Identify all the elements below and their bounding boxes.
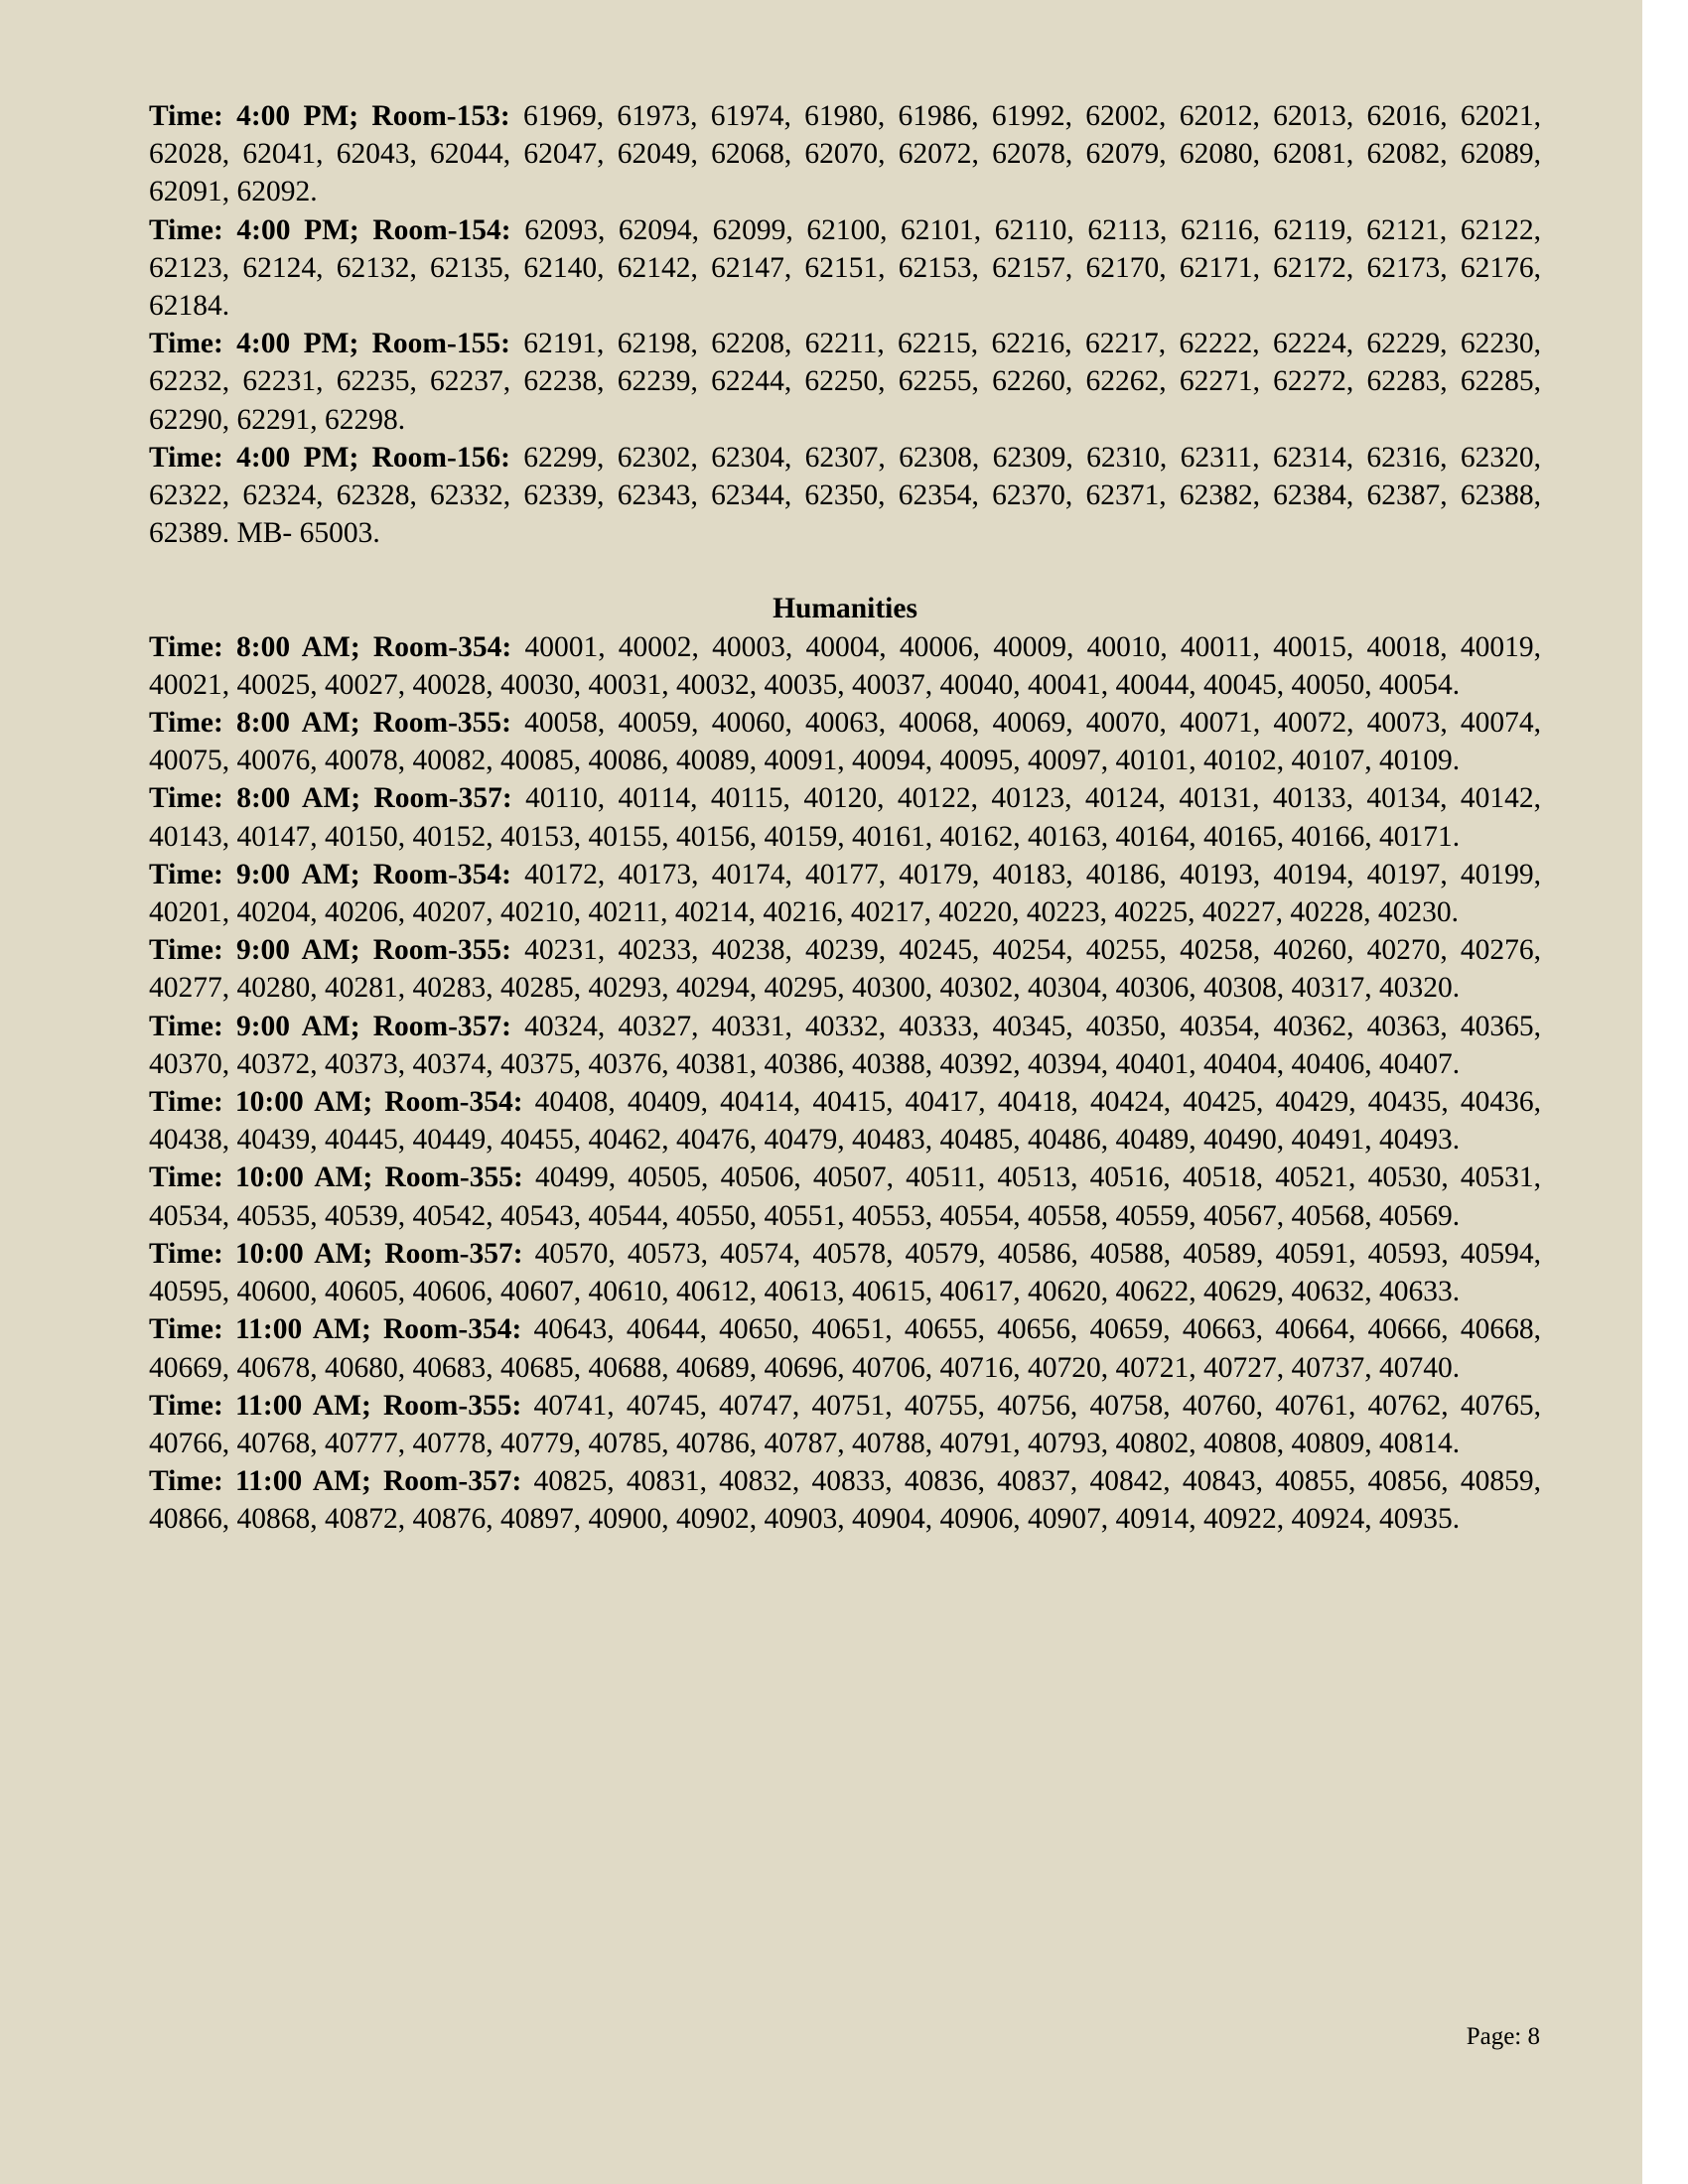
roll-numbers: 62299, 62302, 62304, 62307, 62308, 62309, 62310, 62311, 62314, 62316, 62320, 62322, 62324, 62328, 62332, 62339, 62343, 62344, 62350, 62354, 62370, 62371, 62382, 62384, 62387, 62388, 62389. MB- 65003. — [149, 441, 1542, 550]
room-entry — [149, 704, 1541, 779]
section-gap — [149, 552, 1541, 590]
room-entry — [149, 325, 1541, 439]
roll-numbers: 40741, 40745, 40747, 40751, 40755, 40756, 40758, 40760, 40761, 40762, 40765, 40766, 40768, 40777, 40778, 40779, 40785, 40786, 40787, 40788, 40791, 40793, 40802, 40808, 40809, 40814. — [149, 1389, 1541, 1459]
room-entry — [149, 97, 1541, 211]
section-science-continued — [149, 97, 1541, 552]
entry-label: Time: 9:00 AM; Room-357: — [149, 1010, 511, 1042]
room-entry — [149, 1159, 1541, 1234]
room-entry — [149, 211, 1541, 326]
room-entry — [149, 439, 1541, 553]
room-entry — [149, 1462, 1541, 1538]
roll-numbers: 40172, 40173, 40174, 40177, 40179, 40183, 40186, 40193, 40194, 40197, 40199, 40201, 40204, 40206, 40207, 40210, 40211, 40214, 40216, 40217, 40220, 40223, 40225, 40227, 40228, 40230. — [149, 858, 1542, 929]
entry-label: Time: 4:00 PM; Room-153: — [149, 100, 510, 132]
roll-numbers: 40324, 40327, 40331, 40332, 40333, 40345, 40350, 40354, 40362, 40363, 40365, 40370, 40372, 40373, 40374, 40375, 40376, 40381, 40386, 40388, 40392, 40394, 40401, 40404, 40406, 40407. — [149, 1010, 1542, 1080]
room-entry — [149, 628, 1541, 704]
roll-numbers: 40643, 40644, 40650, 40651, 40655, 40656, 40659, 40663, 40664, 40666, 40668, 40669, 40678, 40680, 40683, 40685, 40688, 40689, 40696, 40706, 40716, 40720, 40721, 40727, 40737, 40740. — [149, 1313, 1541, 1384]
roll-numbers: 40058, 40059, 40060, 40063, 40068, 40069, 40070, 40071, 40072, 40073, 40074, 40075, 40076, 40078, 40082, 40085, 40086, 40089, 40091, 40094, 40095, 40097, 40101, 40102, 40107, 40109. — [149, 707, 1542, 777]
room-entry — [149, 1235, 1541, 1310]
room-entry — [149, 856, 1541, 931]
room-entry — [149, 1008, 1541, 1083]
roll-numbers: 40570, 40573, 40574, 40578, 40579, 40586, 40588, 40589, 40591, 40593, 40594, 40595, 40600, 40605, 40606, 40607, 40610, 40612, 40613, 40615, 40617, 40620, 40622, 40629, 40632, 40633. — [149, 1237, 1542, 1308]
entry-label: Time: 11:00 AM; Room-357: — [149, 1465, 522, 1498]
entry-label: Time: 8:00 AM; Room-357: — [149, 782, 512, 815]
roll-numbers: 40110, 40114, 40115, 40120, 40122, 40123, 40124, 40131, 40133, 40134, 40142, 40143, 40147, 40150, 40152, 40153, 40155, 40156, 40159, 40161, 40162, 40163, 40164, 40165, 40166, 40171. — [149, 782, 1542, 853]
roll-numbers: 40825, 40831, 40832, 40833, 40836, 40837, 40842, 40843, 40855, 40856, 40859, 40866, 40868, 40872, 40876, 40897, 40900, 40902, 40903, 40904, 40906, 40907, 40914, 40922, 40924, 40935. — [149, 1465, 1541, 1536]
entry-label: Time: 8:00 AM; Room-355: — [149, 707, 511, 740]
entry-label: Time: 10:00 AM; Room-355: — [149, 1161, 523, 1194]
room-entry — [149, 1083, 1541, 1159]
entry-label: Time: 10:00 AM; Room-357: — [149, 1237, 523, 1270]
room-entry — [149, 779, 1541, 855]
entry-label: Time: 4:00 PM; Room-155: — [149, 328, 510, 360]
entry-label: Time: 8:00 AM; Room-354: — [149, 630, 512, 663]
room-entry — [149, 931, 1541, 1007]
roll-numbers: 40231, 40233, 40238, 40239, 40245, 40254, 40255, 40258, 40260, 40270, 40276, 40277, 40280, 40281, 40283, 40285, 40293, 40294, 40295, 40300, 40302, 40304, 40306, 40308, 40317, 40320. — [149, 934, 1542, 1005]
entry-label: Time: 9:00 AM; Room-355: — [149, 934, 511, 967]
roll-numbers: 62093, 62094, 62099, 62100, 62101, 62110, 62113, 62116, 62119, 62121, 62122, 62123, 62124, 62132, 62135, 62140, 62142, 62147, 62151, 62153, 62157, 62170, 62171, 62172, 62173, 62176, 62184. — [149, 213, 1542, 323]
roll-numbers: 40001, 40002, 40003, 40004, 40006, 40009, 40010, 40011, 40015, 40018, 40019, 40021, 40025, 40027, 40028, 40030, 40031, 40032, 40035, 40037, 40040, 40041, 40044, 40045, 40050, 40054. — [149, 630, 1542, 701]
entry-label: Time: 4:00 PM; Room-156: — [149, 441, 510, 474]
entry-label: Time: 11:00 AM; Room-354: — [149, 1313, 522, 1346]
roll-numbers: 62191, 62198, 62208, 62211, 62215, 62216, 62217, 62222, 62224, 62229, 62230, 62232, 62231, 62235, 62237, 62238, 62239, 62244, 62250, 62255, 62260, 62262, 62271, 62272, 62283, 62285, 62290, 62291, 62298. — [149, 328, 1542, 436]
entry-label: Time: 4:00 PM; Room-154: — [149, 213, 511, 246]
roll-numbers: 40499, 40505, 40506, 40507, 40511, 40513, 40516, 40518, 40521, 40530, 40531, 40534, 40535, 40539, 40542, 40543, 40544, 40550, 40551, 40553, 40554, 40558, 40559, 40567, 40568, 40569. — [149, 1161, 1542, 1232]
room-entry — [149, 1387, 1541, 1462]
section-humanities — [149, 590, 1541, 1538]
section-heading: Humanities — [773, 593, 917, 625]
entry-label: Time: 11:00 AM; Room-355: — [149, 1389, 522, 1422]
entry-label: Time: 10:00 AM; Room-354: — [149, 1086, 523, 1119]
document-content — [149, 97, 1541, 1539]
roll-numbers: 61969, 61973, 61974, 61980, 61986, 61992, 62002, 62012, 62013, 62016, 62021, 62028, 62041, 62043, 62044, 62047, 62049, 62068, 62070, 62072, 62078, 62079, 62080, 62081, 62082, 62089, 62091, 62092. — [149, 100, 1542, 208]
roll-numbers: 40408, 40409, 40414, 40415, 40417, 40418, 40424, 40425, 40429, 40435, 40436, 40438, 40439, 40445, 40449, 40455, 40462, 40476, 40479, 40483, 40485, 40486, 40489, 40490, 40491, 40493. — [149, 1086, 1542, 1157]
page-number: Page: 8 — [1466, 2023, 1540, 2050]
room-entry — [149, 1310, 1541, 1386]
entry-label: Time: 9:00 AM; Room-354: — [149, 858, 511, 890]
